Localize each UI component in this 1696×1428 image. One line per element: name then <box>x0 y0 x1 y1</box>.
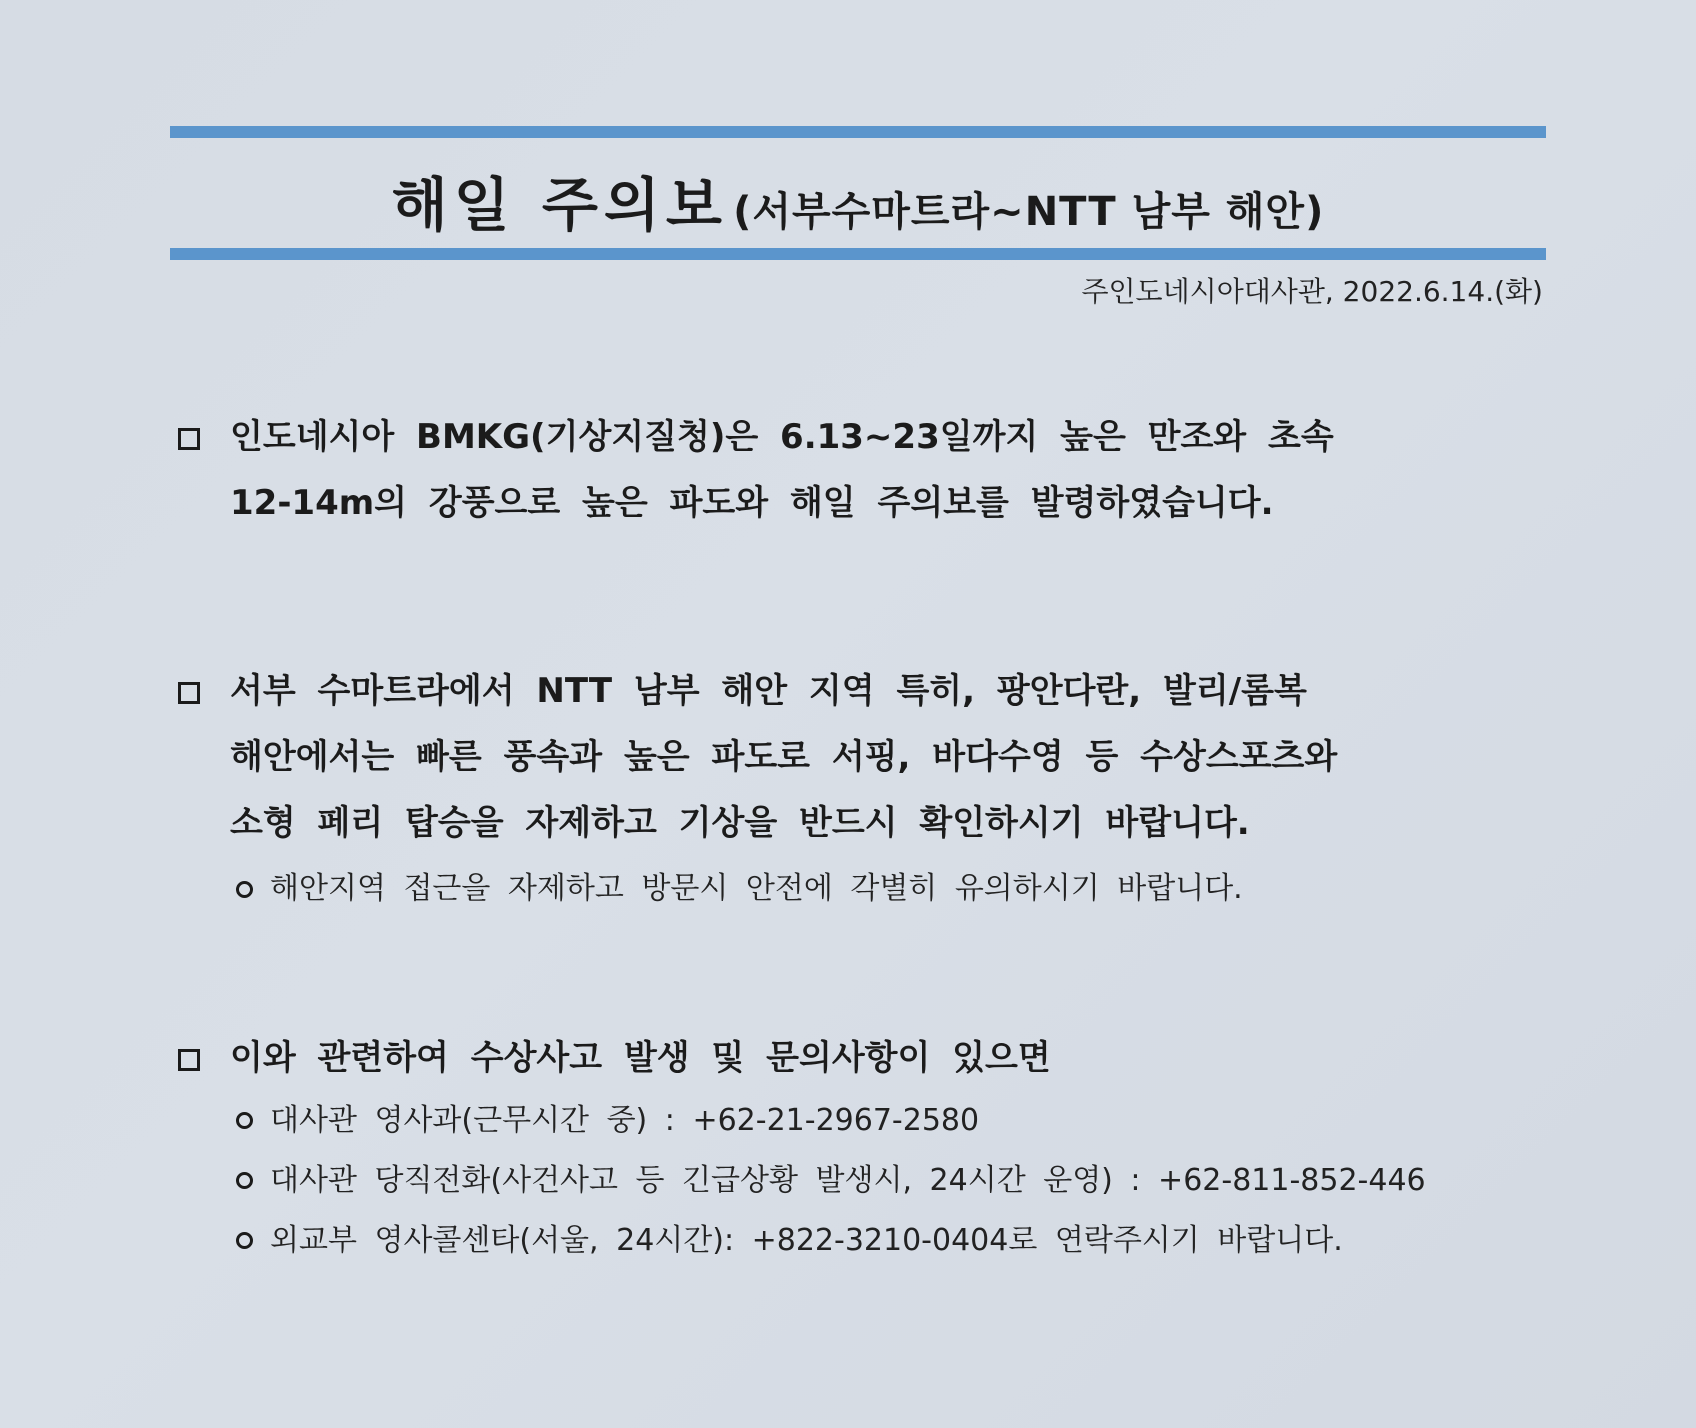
title-subtitle: (서부수마트라~NTT 남부 해안) <box>733 189 1325 235</box>
square-bullet-icon <box>178 682 200 704</box>
section-contacts <box>174 1025 1554 1271</box>
section-line: 12-14m의 강풍으로 높은 파도와 해일 주의보를 발령하였습니다. <box>230 483 1274 523</box>
contact-text: 외교부 영사콜센타(서울, 24시간): +822-3210-0404로 연락주시기 바랍니다. <box>270 1223 1343 1258</box>
notice-title <box>170 158 1546 242</box>
circle-bullet-icon <box>236 881 253 898</box>
contact-text: 대사관 당직전화(사건사고 등 긴급상황 발생시, 24시간 운영) : +62-811-852-446 <box>270 1163 1426 1198</box>
section-line: 인도네시아 BMKG(기상지질청)은 6.13~23일까지 높은 만조와 초속 <box>230 417 1334 457</box>
contact-item <box>174 1091 1554 1151</box>
section-line: 해안에서는 빠른 풍속과 높은 파도로 서핑, 바다수영 등 수상스포츠와 <box>230 737 1338 777</box>
issuer-and-date: 주인도네시아대사관, 2022.6.14.(화) <box>1081 275 1543 308</box>
section-tide-warning <box>174 404 1554 536</box>
section-line: 서부 수마트라에서 NTT 남부 해안 지역 특히, 팡안다란, 발리/롬복 <box>230 671 1307 711</box>
section-line: 이와 관련하여 수상사고 발생 및 문의사항이 있으면 <box>230 1038 1051 1078</box>
title-main: 해일 주의보 <box>391 171 728 239</box>
list-item <box>174 860 1554 918</box>
contact-text: 대사관 영사과(근무시간 중) : +62-21-2967-2580 <box>270 1103 980 1138</box>
bottom-blue-rule <box>170 248 1546 260</box>
square-bullet-icon <box>178 428 200 450</box>
circle-bullet-icon <box>236 1172 253 1189</box>
contact-item <box>174 1151 1554 1211</box>
top-blue-rule <box>170 126 1546 138</box>
contact-item <box>174 1211 1554 1271</box>
section-line: 소형 페리 탑승을 자제하고 기상을 반드시 확인하시기 바랍니다. <box>230 803 1250 843</box>
circle-bullet-icon <box>236 1112 253 1129</box>
circle-bullet-icon <box>236 1232 253 1249</box>
list-item-text: 해안지역 접근을 자제하고 방문시 안전에 각별히 유의하시기 바랍니다. <box>270 871 1243 906</box>
section-coastal-advice <box>174 658 1554 918</box>
square-bullet-icon <box>178 1049 200 1071</box>
